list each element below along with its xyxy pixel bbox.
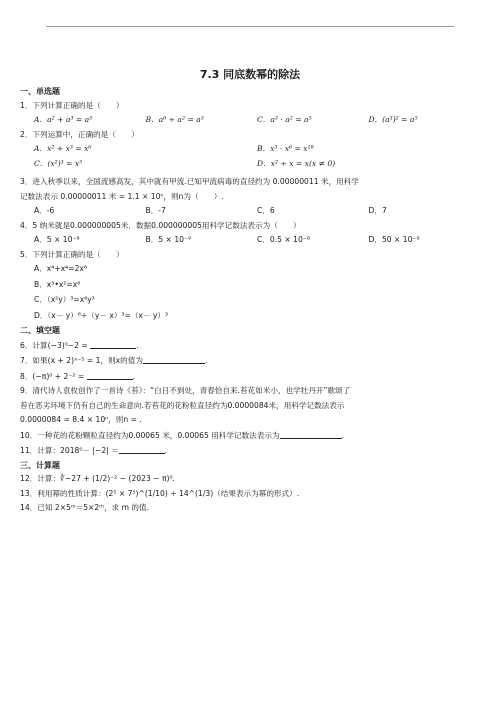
question-10	[20, 430, 480, 442]
question-13: 13．利用幂的性质计算：(2⁵ × 7⁵)^(1/10) ÷ 14^(1/3)（结果表示为幂的形式）.	[20, 488, 300, 498]
question-text: 9．清代诗人袁枚创作了一首诗《苔》：“白日不到处，青春恰自来.苔花如米小，也学牡丹开”歌颂了	[20, 386, 351, 395]
question-stem: 4．5 纳米就是0.000000005米．数据0.000000005用科学记数法表示为（ ）	[20, 220, 301, 230]
option-a[interactable]: A．a² + a³ = a⁵	[34, 115, 93, 124]
options	[34, 144, 480, 173]
option-c[interactable]: C．a³ · a² = a⁵	[257, 115, 312, 124]
header-rule	[46, 26, 454, 27]
question-text-end: .	[132, 371, 136, 381]
options	[34, 235, 480, 246]
options	[34, 264, 480, 321]
question-stem-cont: 记数法表示 0.00000011 米 = 1.1 × 10ⁿ，则n为（ ）.	[20, 191, 224, 201]
question-text-2: 苔在恶劣环境下仍有自己的生命意向.若苔花的花粉粒直径约为0.0000084米，用科学记数法表示	[20, 400, 345, 410]
section-fill-blank: 二、填空题	[20, 326, 60, 335]
option-b[interactable]: B．5 × 10⁻⁹	[145, 235, 192, 244]
question-7	[20, 355, 480, 367]
option-d[interactable]: D．x² ÷ x = x(x ≠ 0)	[257, 158, 336, 168]
question-8	[20, 371, 480, 383]
question-text-end: .	[164, 446, 168, 455]
options	[34, 206, 480, 217]
answer-blank[interactable]	[87, 371, 136, 381]
question-4	[20, 221, 480, 246]
question-3	[20, 177, 480, 217]
option-a[interactable]: A．x² + x³ = x⁶	[34, 144, 92, 153]
answer-blank[interactable]	[280, 430, 342, 439]
question-text-end: .	[341, 430, 344, 440]
answer-blank[interactable]	[90, 340, 139, 350]
question-1	[20, 101, 480, 126]
question-2	[20, 130, 480, 174]
answer-blank[interactable]	[143, 355, 208, 365]
option-c[interactable]: C．（x²y）³=x⁶y³	[34, 295, 95, 304]
question-text-3: 0.0000084 = 8.4 × 10ⁿ，则n = .	[20, 415, 142, 424]
option-c[interactable]: C．6	[257, 206, 275, 215]
question-11	[20, 445, 480, 457]
question-14: 14．已知 2×5ᵐ＝5×2ᵐ，求 m 的值.	[20, 503, 149, 512]
question-stem: 3．进入秋季以来，全国流感高发，其中就有甲流.已知甲流病毒的直径约为 0.00000011 米，用科学	[20, 177, 359, 186]
options	[34, 115, 480, 126]
content	[20, 84, 480, 518]
question-stem: 2．下列运算中，正确的是（ ）	[20, 129, 139, 139]
option-a[interactable]: A．5 × 10⁻⁸	[34, 235, 80, 244]
option-b[interactable]: B．-7	[145, 206, 166, 215]
question-9	[20, 386, 480, 426]
option-b[interactable]: B．x³ · x⁶ = x¹⁸	[257, 144, 314, 153]
question-12: 12．计算：∛−27 + (1/2)⁻² − (2023 − π)⁰.	[20, 474, 175, 483]
question-5	[20, 250, 480, 322]
question-6	[20, 340, 480, 352]
question-text: 8．(−π)⁰ + 2⁻² =	[20, 371, 87, 381]
option-d[interactable]: D．50 × 10⁻⁹	[368, 235, 420, 244]
option-c[interactable]: C．(x²)³ = x⁵	[34, 158, 83, 168]
option-d[interactable]: D．7	[368, 206, 387, 215]
question-text: 7．如果(x + 2)ˣ⁻⁵ = 1，则x的值为	[20, 356, 143, 365]
option-d[interactable]: D．(a³)² = a⁵	[368, 115, 418, 124]
answer-blank[interactable]	[119, 445, 168, 455]
section-calculation: 三、计算题	[20, 460, 60, 470]
question-text: 10．一种花的花粉颗粒直径约为0.00065 米，0.00065 用科学记数法表示为	[20, 430, 280, 440]
option-d[interactable]: D．（x－ y）⁶÷（y－ x）³=（x－ y）³	[34, 310, 169, 320]
option-a[interactable]: A．-6	[34, 206, 55, 215]
section-single-choice: 一、单选题	[20, 87, 60, 96]
page-title: 7.3 同底数幂的除法	[199, 68, 301, 81]
question-text: 6．计算(−3)⁰−2 =	[20, 340, 91, 350]
option-a[interactable]: A．x⁴+x⁴=2x⁸	[34, 264, 87, 273]
option-c[interactable]: C．0.5 × 10⁻⁸	[257, 235, 310, 244]
question-text-end: .	[136, 340, 139, 350]
question-stem: 5．下列计算正确的是（ ）	[20, 249, 124, 259]
question-stem: 1．下列计算正确的是（ ）	[20, 100, 124, 110]
option-b[interactable]: B．x³•x²=x⁶	[34, 279, 81, 289]
question-text: 11．计算：2018⁰－ |−2| ＝	[20, 446, 119, 455]
question-text-end: .	[204, 356, 208, 365]
option-b[interactable]: B．a⁶ ÷ a² = a³	[145, 115, 204, 124]
